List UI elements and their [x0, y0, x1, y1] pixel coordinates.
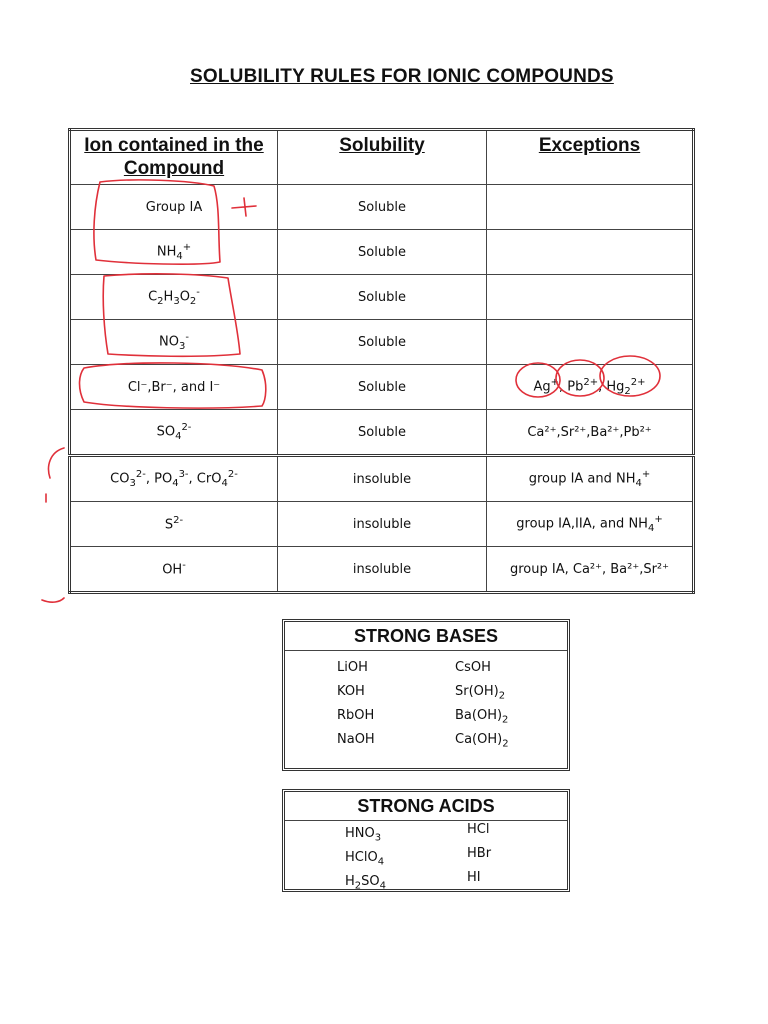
- ion-cell: $NH_4^+$: [70, 230, 278, 275]
- ion-cell: $CO_3^{2-}$, $PO_4^{3-}$, CrO$_4^{2-}$: [70, 456, 278, 502]
- ion-cell: $SO_4^{2-}$: [70, 410, 278, 456]
- strong-bases-title: STRONG BASES: [285, 622, 567, 651]
- acid-item: HBr: [467, 846, 492, 861]
- base-item: $Sr(OH)_2$: [455, 684, 506, 702]
- table-row: [70, 275, 694, 320]
- solubility-cell: Soluble: [278, 185, 487, 230]
- exceptions-cell: [487, 275, 694, 320]
- solubility-cell: insoluble: [278, 456, 487, 502]
- base-item: CsOH: [455, 660, 491, 675]
- table-row: [70, 547, 694, 593]
- base-item: $Ca(OH)_2$: [455, 732, 509, 750]
- exceptions-cell: Ca²⁺,Sr²⁺,Ba²⁺,Pb²⁺: [487, 410, 694, 456]
- table-header-row: [70, 130, 694, 185]
- exceptions-cell: group IA and $NH_4^+$: [487, 456, 694, 502]
- strong-acids-box: [282, 789, 570, 892]
- exceptions-cell: [487, 320, 694, 365]
- ion-cell: OH-: [70, 547, 278, 593]
- header-ion: Ion contained in the Compound: [70, 130, 278, 185]
- strong-acids-right-column: [467, 818, 491, 890]
- acid-item: HI: [467, 870, 481, 885]
- ion-cell: $C_2H_3O_2^-$: [70, 275, 278, 320]
- solubility-cell: Soluble: [278, 410, 487, 456]
- solubility-cell: insoluble: [278, 547, 487, 593]
- strong-bases-left-column: [337, 656, 375, 752]
- exceptions-text: group IA,IIA, and NH: [516, 516, 648, 532]
- header-solubility: Solubility: [278, 130, 487, 185]
- solubility-table: [68, 128, 695, 594]
- base-item: $Ba(OH)_2$: [455, 708, 509, 726]
- solubility-cell: Soluble: [278, 365, 487, 410]
- table-row: [70, 230, 694, 275]
- acid-item: $HNO_3$: [345, 826, 382, 844]
- exceptions-text: group IA and NH: [528, 471, 636, 487]
- solubility-cell: insoluble: [278, 502, 487, 547]
- exceptions-cell: group IA, Ca²⁺, Ba²⁺,Sr²⁺: [487, 547, 694, 593]
- strong-acids-title: STRONG ACIDS: [285, 792, 567, 821]
- table-row: [70, 185, 694, 230]
- base-item: RbOH: [337, 708, 375, 723]
- acid-item: $H_2SO_4$: [345, 874, 387, 892]
- table-row: [70, 320, 694, 365]
- base-item: KOH: [337, 684, 365, 699]
- strong-bases-box: [282, 619, 570, 771]
- page-title: SOLUBILITY RULES FOR IONIC COMPOUNDS: [190, 66, 614, 87]
- ion-cell: Cl⁻,Br⁻, and I⁻: [70, 365, 278, 410]
- ink-bracket-insoluble-rows: [42, 448, 64, 602]
- acid-item: HClO$_4$: [345, 850, 385, 868]
- strong-acids-left-column: [345, 822, 386, 894]
- table-row: [70, 365, 694, 410]
- ion-cell: $S^{2-}$: [70, 502, 278, 547]
- base-item: LiOH: [337, 660, 368, 675]
- exceptions-cell: Ag+, $Pb^{2+}$, $Hg_2^{2+}$: [487, 365, 694, 410]
- ion-cell: $NO_3^-$: [70, 320, 278, 365]
- solubility-cell: Soluble: [278, 275, 487, 320]
- solubility-cell: Soluble: [278, 320, 487, 365]
- solubility-cell: Soluble: [278, 230, 487, 275]
- acid-item: HCl: [467, 822, 490, 837]
- table-row: [70, 456, 694, 502]
- exceptions-cell: group IA,IIA, and $NH_4^+$: [487, 502, 694, 547]
- table-row: [70, 410, 694, 456]
- table-row: [70, 502, 694, 547]
- strong-bases-right-column: [455, 656, 509, 752]
- header-exceptions: Exceptions: [487, 130, 694, 185]
- exceptions-cell: [487, 230, 694, 275]
- base-item: NaOH: [337, 732, 375, 747]
- exceptions-cell: [487, 185, 694, 230]
- ion-cell: Group IA: [70, 185, 278, 230]
